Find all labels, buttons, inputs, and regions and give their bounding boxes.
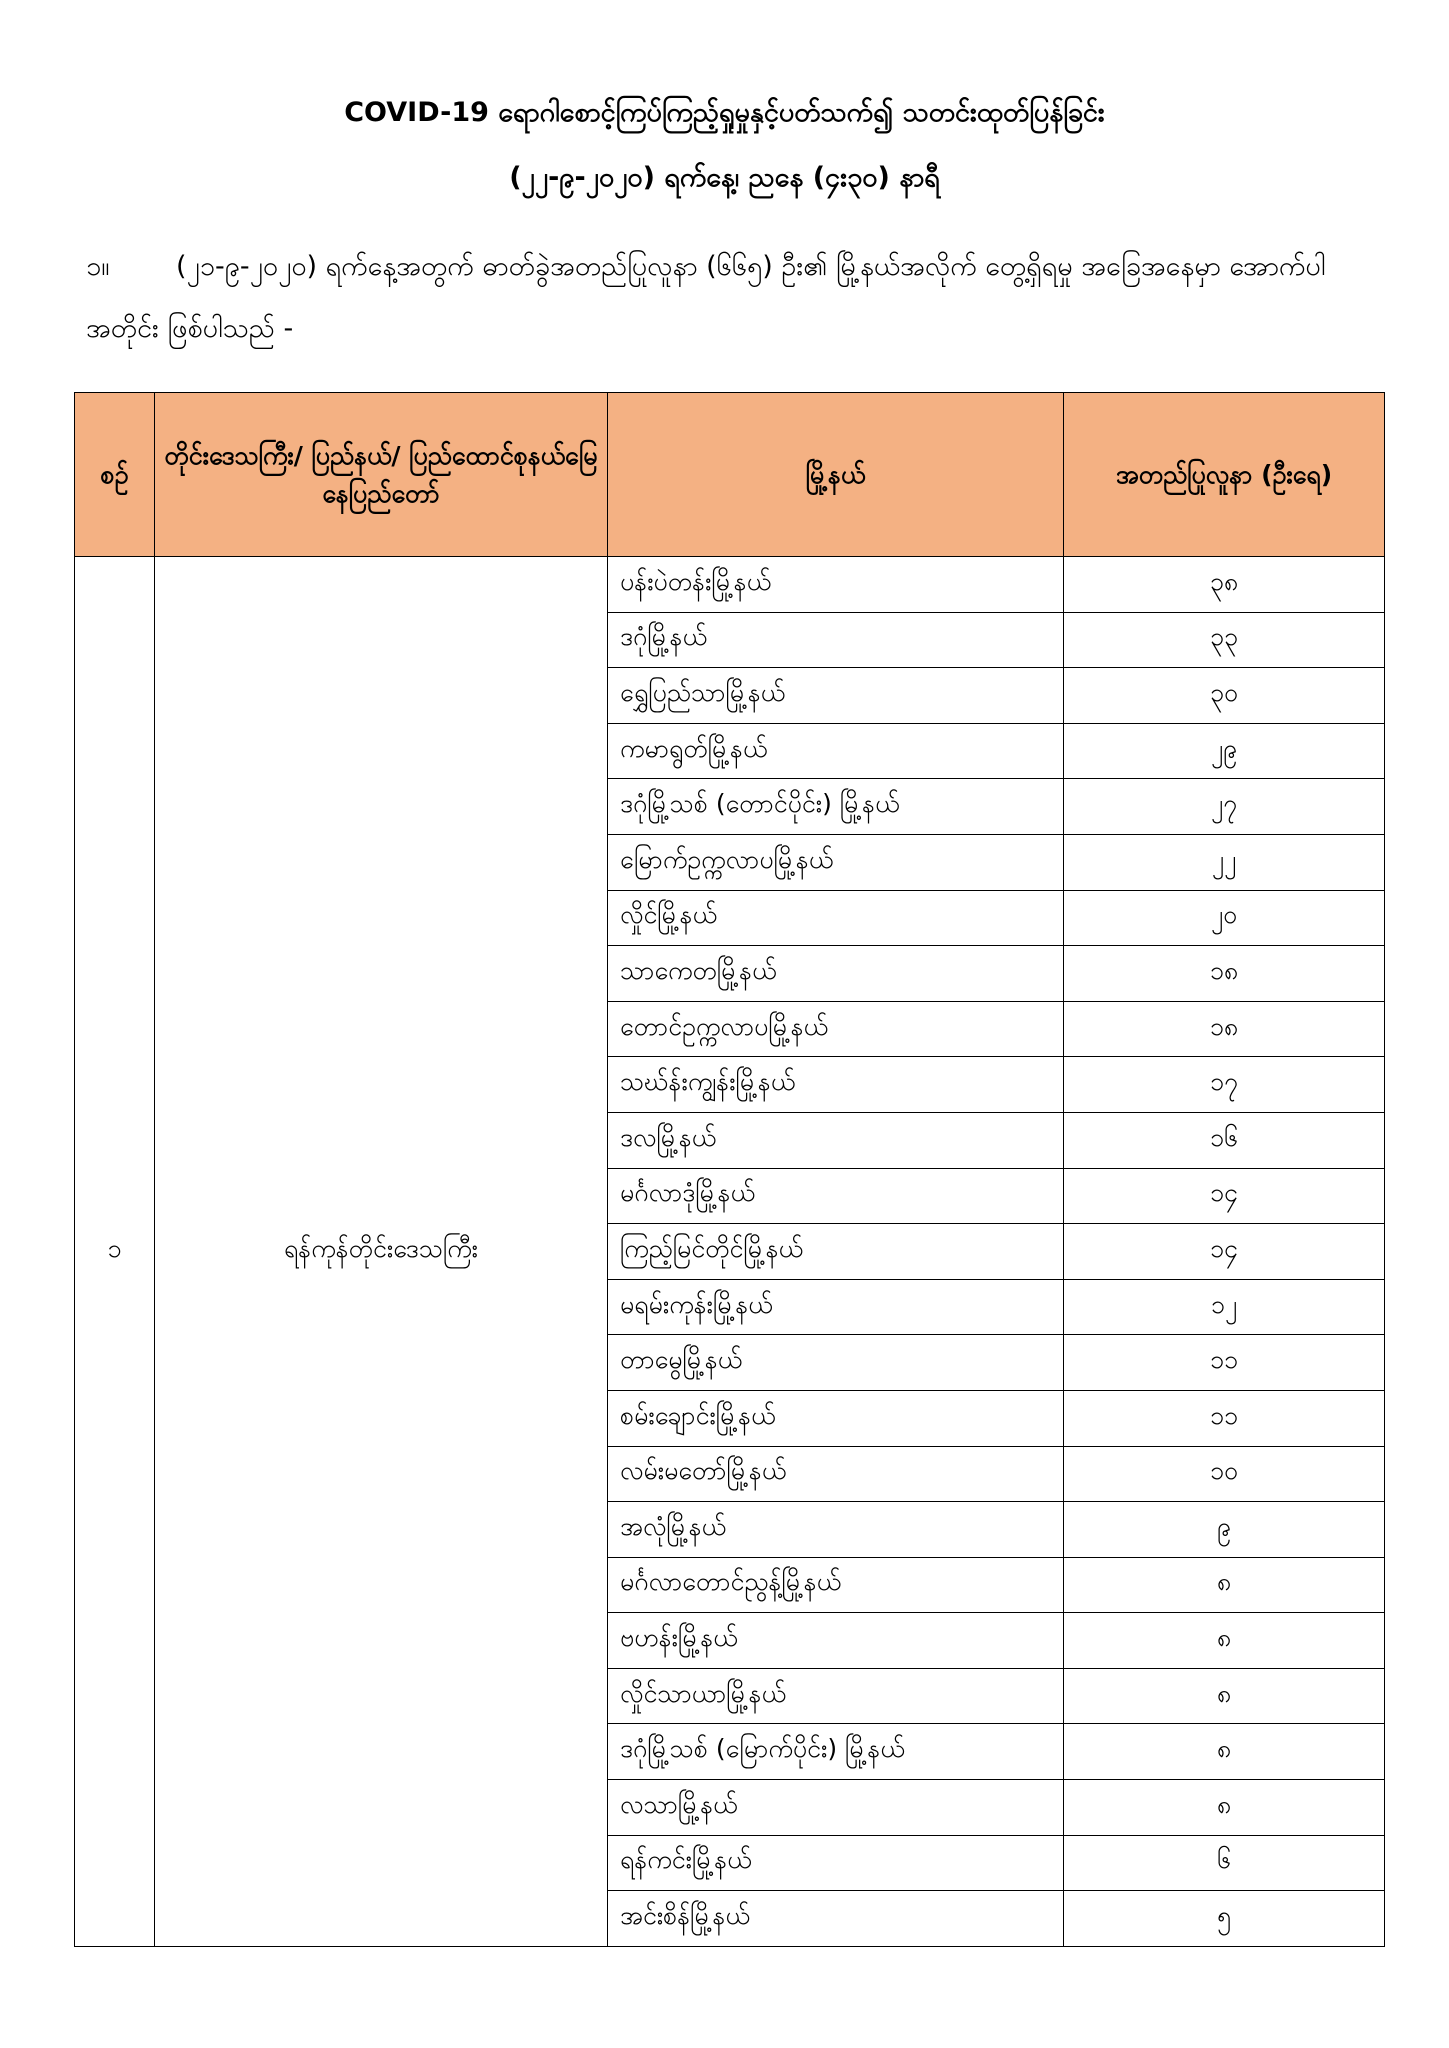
township-cell: လမ်းမတော်မြို့နယ် xyxy=(608,1446,1064,1502)
page-subtitle: (၂၂-၉-၂၀၂၀) ရက်နေ့၊ ညနေ (၄း၃၀) နာရီ xyxy=(509,162,940,193)
table-row xyxy=(75,557,1385,613)
cases-cell: ၉ xyxy=(1064,1502,1385,1558)
township-cell: ဒဂုံမြို့နယ် xyxy=(608,612,1064,668)
cases-cell: ၂၇ xyxy=(1064,779,1385,835)
township-cell: ပန်းပဲတန်းမြို့နယ် xyxy=(608,557,1064,613)
cases-cell: ၂၉ xyxy=(1064,723,1385,779)
cases-cell: ၁၈ xyxy=(1064,1001,1385,1057)
cases-cell: ၅ xyxy=(1064,1891,1385,1947)
region-cell: ရန်ကုန်တိုင်းဒေသကြီး xyxy=(155,557,608,1947)
cases-cell: ၁၇ xyxy=(1064,1057,1385,1113)
township-cell: အင်းစိန်မြို့နယ် xyxy=(608,1891,1064,1947)
township-cell: မရမ်းကုန်းမြို့နယ် xyxy=(608,1279,1064,1335)
cases-cell: ၁၁ xyxy=(1064,1335,1385,1391)
cases-cell: ၂၂ xyxy=(1064,834,1385,890)
township-cell: ဒဂုံမြို့သစ် (မြောက်ပိုင်း) မြို့နယ် xyxy=(608,1724,1064,1780)
township-cell: မြောက်ဥက္ကလာပမြို့နယ် xyxy=(608,834,1064,890)
township-cell: ဒဂုံမြို့သစ် (တောင်ပိုင်း) မြို့နယ် xyxy=(608,779,1064,835)
cases-cell: ၂၀ xyxy=(1064,890,1385,946)
cases-cell: ၁၁ xyxy=(1064,1390,1385,1446)
township-cell: ရန်ကင်းမြို့နယ် xyxy=(608,1835,1064,1891)
cases-cell: ၃၈ xyxy=(1064,557,1385,613)
cases-cell: ၈ xyxy=(1064,1668,1385,1724)
cases-cell: ၈ xyxy=(1064,1780,1385,1836)
cases-cell: ၈ xyxy=(1064,1557,1385,1613)
header-township: မြို့နယ် xyxy=(608,393,1064,557)
township-cell: အလုံမြို့နယ် xyxy=(608,1502,1064,1558)
township-cell: မင်္ဂလာတောင်ညွန့်မြို့နယ် xyxy=(608,1557,1064,1613)
township-cell: မင်္ဂလာဒုံမြို့နယ် xyxy=(608,1168,1064,1224)
cases-cell: ၈ xyxy=(1064,1724,1385,1780)
township-cell: လသာမြို့နယ် xyxy=(608,1780,1064,1836)
township-cell: ဗဟန်းမြို့နယ် xyxy=(608,1613,1064,1669)
township-cell: တောင်ဥက္ကလာပမြို့နယ် xyxy=(608,1001,1064,1057)
cases-cell: ၁၂ xyxy=(1064,1279,1385,1335)
cases-cell: ၁၈ xyxy=(1064,946,1385,1002)
intro-text: (၂၁-၉-၂၀၂၀) ရက်နေ့အတွက် ဓာတ်ခွဲအတည်ပြုလူနာ (၆၆၅) ဦး၏ မြို့နယ်အလိုက် တွေ့ရှိရမှု အခြေအနေမှာ အောက်ပါအတိုင်း ဖြစ်ပါသည် - xyxy=(86,251,1326,344)
cases-cell: ၃၀ xyxy=(1064,668,1385,724)
cases-cell: ၁၆ xyxy=(1064,1112,1385,1168)
cases-cell: ၁၄ xyxy=(1064,1224,1385,1280)
cases-cell: ၈ xyxy=(1064,1613,1385,1669)
township-cell: စမ်းချောင်းမြို့နယ် xyxy=(608,1390,1064,1446)
cases-cell: ၁၀ xyxy=(1064,1446,1385,1502)
cases-table xyxy=(74,392,1385,1947)
table-header-row xyxy=(75,393,1385,557)
cases-cell: ၁၄ xyxy=(1064,1168,1385,1224)
township-cell: လှိုင်မြို့နယ် xyxy=(608,890,1064,946)
serial-cell: ၁ xyxy=(75,557,155,1947)
township-cell: သာကေတမြို့နယ် xyxy=(608,946,1064,1002)
header-serial: စဉ် xyxy=(75,393,155,557)
township-cell: ဒလမြို့နယ် xyxy=(608,1112,1064,1168)
township-cell: ရွှေပြည်သာမြို့နယ် xyxy=(608,668,1064,724)
header-cases: အတည်ပြုလူနာ (ဦးရေ) xyxy=(1064,393,1385,557)
cases-cell: ၆ xyxy=(1064,1835,1385,1891)
cases-cell: ၃၃ xyxy=(1064,612,1385,668)
township-cell: ကမာရွတ်မြို့နယ် xyxy=(608,723,1064,779)
township-cell: လှိုင်သာယာမြို့နယ် xyxy=(608,1668,1064,1724)
township-cell: သဃ်န်းကျွန်းမြို့နယ် xyxy=(608,1057,1064,1113)
intro-number: ၁။ xyxy=(86,251,110,282)
intro-paragraph xyxy=(86,236,1376,360)
township-cell: တာမွေမြို့နယ် xyxy=(608,1335,1064,1391)
page-title: COVID-19 ရောဂါစောင့်ကြပ်ကြည့်ရှုမှုနှင့်ပတ်သက်၍ သတင်းထုတ်ပြန်ခြင်း xyxy=(344,97,1105,128)
header-region: တိုင်းဒေသကြီး/ ပြည်နယ်/ ပြည်ထောင်စုနယ်မြေ နေပြည်တော် xyxy=(155,393,608,557)
township-cell: ကြည့်မြင်တိုင်မြို့နယ် xyxy=(608,1224,1064,1280)
